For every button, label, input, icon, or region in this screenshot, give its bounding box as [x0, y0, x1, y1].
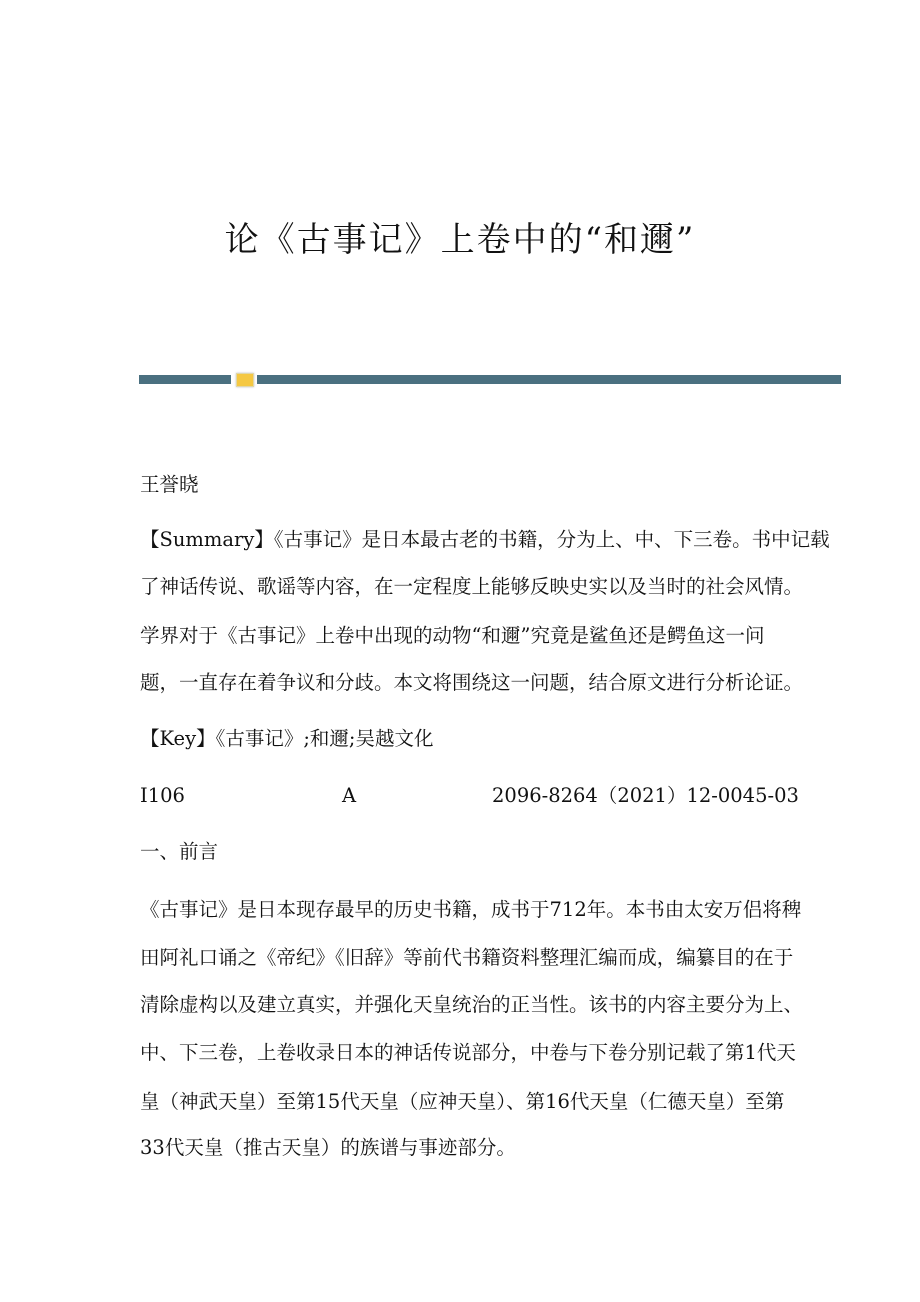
summary-line: 题，一直存在着争议和分歧。本文将围绕这一问题，结合原文进行分析论证。 — [140, 671, 804, 694]
body-line: 《古事记》是日本现存最早的历史书籍，成书于712年。本书由太安万侣将稗 — [140, 898, 802, 921]
divider-right — [257, 375, 841, 384]
body-line: 33代天皇（推古天皇）的族谱与事迹部分。 — [140, 1136, 516, 1159]
section-heading: 一、前言 — [140, 840, 219, 863]
author: 王誉晓 — [140, 473, 199, 496]
summary-line: 了神话传说、歌谣等内容，在一定程度上能够反映史实以及当时的社会风情。 — [140, 575, 804, 598]
keywords: 【Key】《古事记》;和邇;吴越文化 — [140, 727, 434, 750]
body-line: 清除虚构以及建立真实，并强化天皇统治的正当性。该书的内容主要分为上、 — [140, 993, 804, 1016]
summary-line: 学界对于《古事记》上卷中出现的动物“和邇”究竟是鲨鱼还是鳄鱼这一问 — [140, 624, 765, 647]
body-line: 皇（神武天皇）至第15代天皇（应神天皇）、第16代天皇（仁德天皇）至第 — [140, 1090, 785, 1113]
document-title: 论《古事记》上卷中的“和邇” — [224, 220, 696, 260]
body-line: 田阿礼口诵之《帝纪》《旧辞》等前代书籍资料整理汇编而成，编纂目的在于 — [140, 946, 794, 969]
clc-number: I106 — [140, 784, 185, 807]
divider-left — [139, 375, 231, 384]
body-line: 中、下三卷，上卷收录日本的神话传说部分，中卷与下卷分别记载了第1代天 — [140, 1041, 796, 1064]
document-code: A — [342, 784, 357, 807]
summary-line: 【Summary】《古事记》是日本最古老的书籍，分为上、中、下三卷。书中记载 — [140, 528, 830, 551]
article-id: 2096-8264（2021）12-0045-03 — [492, 784, 799, 807]
divider-ornament-icon — [236, 373, 254, 387]
